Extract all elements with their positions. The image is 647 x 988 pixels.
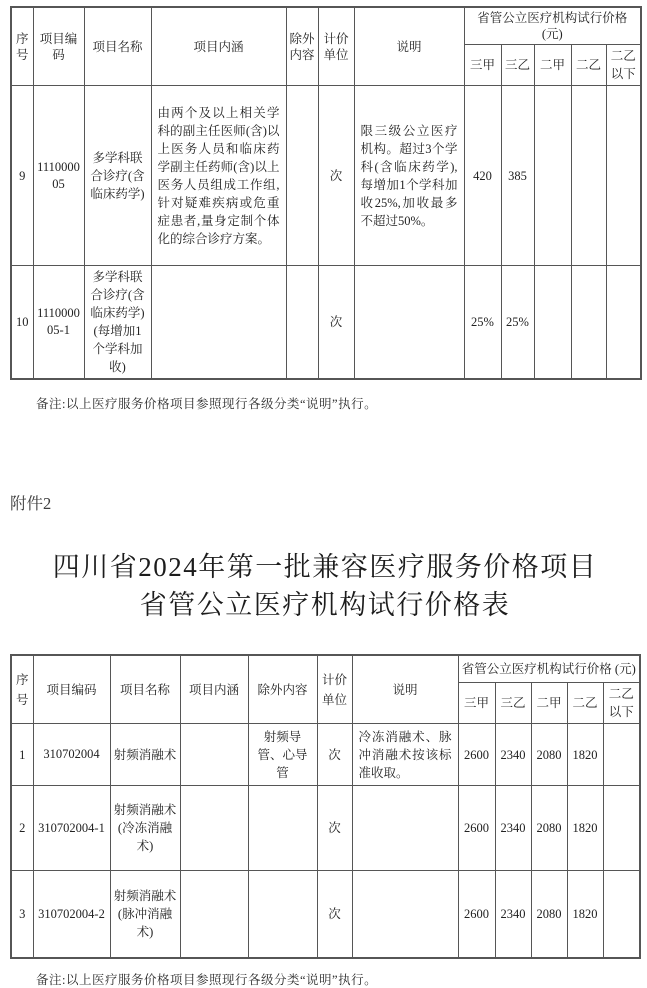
cell-unit: 次 (317, 786, 352, 871)
col-header-name: 项目名称 (110, 655, 180, 724)
col-header-price-group: 省管公立医疗机构试行价格 (元) (464, 7, 641, 45)
col-header-level-3b: 三乙 (501, 45, 534, 86)
cell-unit: 次 (318, 86, 354, 266)
cell-code: 111000005 (33, 86, 84, 266)
cell-exclusion (248, 786, 317, 871)
cell-price-2a (534, 86, 571, 266)
cell-seq: 10 (11, 266, 33, 380)
table-row (11, 724, 640, 786)
cell-price-below2b (606, 266, 641, 380)
col-header-level-2a: 二甲 (534, 45, 571, 86)
cell-code: 310702004 (33, 724, 110, 786)
col-header-level-2b: 二乙 (567, 683, 603, 724)
cell-price-below2b (603, 786, 640, 871)
col-header-seq: 序号 (11, 655, 33, 724)
cell-price-3b: 385 (501, 86, 534, 266)
cell-price-2b (571, 266, 606, 380)
cell-description (352, 871, 458, 959)
cell-price-2a (534, 266, 571, 380)
cell-exclusion (248, 871, 317, 959)
cell-price-3a: 2600 (458, 724, 495, 786)
cell-price-below2b (606, 86, 641, 266)
cell-price-2b (571, 86, 606, 266)
cell-price-2a: 2080 (531, 786, 567, 871)
cell-price-3b: 25% (501, 266, 534, 380)
col-header-name: 项目名称 (84, 7, 151, 86)
cell-content (151, 266, 286, 380)
col-header-description: 说明 (352, 655, 458, 724)
cell-price-below2b (603, 724, 640, 786)
table-row (11, 266, 641, 380)
cell-price-2b: 1820 (567, 871, 603, 959)
cell-code: 310702004-2 (33, 871, 110, 959)
col-header-content: 项目内涵 (180, 655, 248, 724)
cell-description: 限三级公立医疗机构。超过3个学科(含临床药学),每增加1个学科加收25%,加收最多不超过50%。 (354, 86, 464, 266)
cell-price-3a: 2600 (458, 786, 495, 871)
col-header-exclusion: 除外内容 (248, 655, 317, 724)
cell-description: 冷冻消融术、脉冲消融术按该标准收取。 (352, 724, 458, 786)
cell-description (354, 266, 464, 380)
document-title (10, 548, 640, 624)
col-header-level-2a: 二甲 (531, 683, 567, 724)
table-row (11, 786, 640, 871)
table-row (11, 86, 641, 266)
cell-content (180, 871, 248, 959)
document-title-line1: 四川省2024年第一批兼容医疗服务价格项目 (52, 552, 598, 582)
cell-price-3b: 2340 (495, 871, 531, 959)
table-row (11, 871, 640, 959)
cell-price-below2b (603, 871, 640, 959)
col-header-content: 项目内涵 (151, 7, 286, 86)
cell-code: 111000005-1 (33, 266, 84, 380)
cell-price-2a: 2080 (531, 724, 567, 786)
cell-name: 射频消融术 (110, 724, 180, 786)
price-table-part1 (10, 6, 642, 380)
cell-seq: 9 (11, 86, 33, 266)
cell-price-3b: 2340 (495, 786, 531, 871)
cell-code: 310702004-1 (33, 786, 110, 871)
table-note: 备注:以上医疗服务价格项目参照现行各级分类“说明”执行。 (36, 397, 378, 411)
col-header-level-2b: 二乙 (571, 45, 606, 86)
cell-exclusion (286, 266, 318, 380)
col-header-price-group: 省管公立医疗机构试行价格 (元) (458, 655, 640, 683)
cell-content: 由两个及以上相关学科的副主任医师(含)以上医务人员和临床药学副主任药师(含)以上医务人员组成工作组,针对疑难疾病或危重症患者,量身定制个体化的综合诊疗方案。 (151, 86, 286, 266)
cell-exclusion (286, 86, 318, 266)
col-header-code: 项目编码 (33, 655, 110, 724)
cell-price-2a: 2080 (531, 871, 567, 959)
col-header-level-3b: 三乙 (495, 683, 531, 724)
table-note: 备注:以上医疗服务价格项目参照现行各级分类“说明”执行。 (36, 973, 378, 987)
col-header-description: 说明 (354, 7, 464, 86)
cell-price-3b: 2340 (495, 724, 531, 786)
col-header-level-3a: 三甲 (464, 45, 501, 86)
cell-price-2b: 1820 (567, 786, 603, 871)
cell-seq: 3 (11, 871, 33, 959)
col-header-level-below2b: 二乙以下 (603, 683, 640, 724)
cell-price-3a: 420 (464, 86, 501, 266)
cell-name: 射频消融术(脉冲消融术) (110, 871, 180, 959)
col-header-exclusion: 除外内容 (286, 7, 318, 86)
cell-price-3a: 2600 (458, 871, 495, 959)
cell-content (180, 724, 248, 786)
col-header-level-below2b: 二乙以下 (606, 45, 641, 86)
cell-description (352, 786, 458, 871)
cell-name: 多学科联合诊疗(含临床药学)(每增加1个学科加收) (84, 266, 151, 380)
document-title-line2: 省管公立医疗机构试行价格表 (139, 590, 511, 620)
cell-name: 射频消融术(冷冻消融术) (110, 786, 180, 871)
col-header-code: 项目编码 (33, 7, 84, 86)
cell-content (180, 786, 248, 871)
cell-exclusion: 射频导管、心导管 (248, 724, 317, 786)
cell-seq: 2 (11, 786, 33, 871)
col-header-unit: 计价单位 (317, 655, 352, 724)
price-table-part2 (10, 654, 641, 959)
attachment-label: 附件2 (10, 494, 52, 513)
cell-unit: 次 (317, 871, 352, 959)
cell-name: 多学科联合诊疗(含临床药学) (84, 86, 151, 266)
col-header-level-3a: 三甲 (458, 683, 495, 724)
col-header-unit: 计价单位 (318, 7, 354, 86)
cell-unit: 次 (317, 724, 352, 786)
cell-price-2b: 1820 (567, 724, 603, 786)
col-header-seq: 序号 (11, 7, 33, 86)
cell-seq: 1 (11, 724, 33, 786)
cell-price-3a: 25% (464, 266, 501, 380)
cell-unit: 次 (318, 266, 354, 380)
